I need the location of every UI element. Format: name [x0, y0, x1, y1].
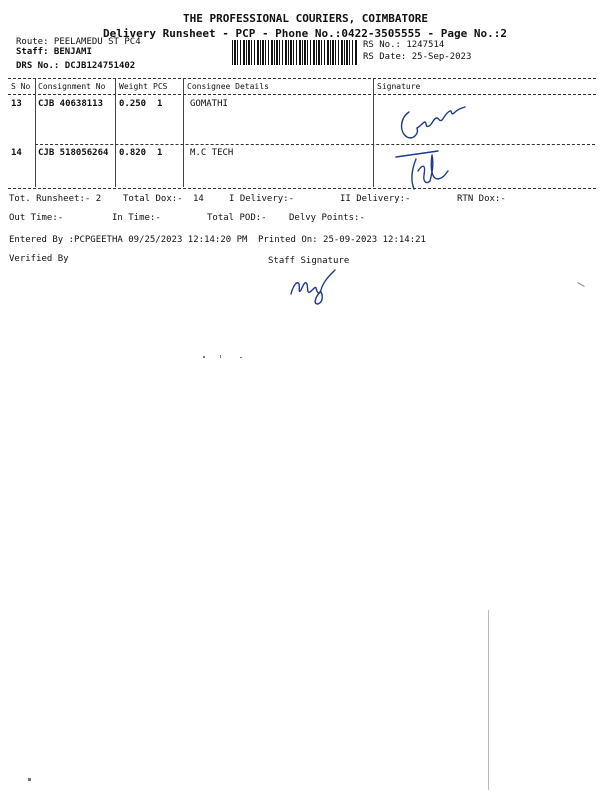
row-consignment: CJB 40638113	[38, 99, 104, 109]
row-weight: 0.250	[119, 99, 147, 109]
out-time: Out Time:-	[9, 213, 64, 223]
col-header-consignment: Consignment No	[38, 82, 106, 91]
col-header-weight: Weight	[119, 82, 148, 91]
company-name: THE PROFESSIONAL COURIERS, COIMBATORE	[183, 12, 429, 25]
printed-on: Printed On: 25-09-2023 12:14:21	[258, 235, 426, 245]
delvy-points: Delvy Points:-	[289, 213, 365, 223]
col-header-consignee: Consignee Details	[187, 82, 269, 91]
row-consignee: M.C TECH	[190, 148, 234, 158]
col-header-signature: Signature	[377, 82, 421, 91]
col-divider	[373, 79, 374, 187]
table-header-rule	[8, 94, 596, 95]
scan-speck	[28, 778, 31, 781]
drs-value: DCJB124751402	[64, 61, 136, 71]
row-consignee: GOMATHI	[190, 99, 228, 109]
row-pcs: 1	[157, 99, 163, 109]
barcode	[232, 40, 357, 65]
scan-speck	[220, 355, 221, 358]
row-separator	[35, 144, 595, 145]
ii-delivery: II Delivery:-	[340, 194, 411, 204]
staff-signature-label: Staff Signature	[268, 256, 350, 266]
row-weight: 0.820	[119, 148, 147, 158]
tot-runsheet: Tot. Runsheet:- 2	[9, 194, 102, 204]
total-dox-label: Total Dox:-	[123, 194, 183, 204]
col-divider	[35, 79, 36, 187]
recipient-signature	[390, 145, 480, 193]
total-dox-value: 14	[193, 194, 204, 204]
rs-number: RS No.: 1247514	[363, 40, 445, 50]
row-pcs: 1	[157, 148, 163, 158]
rs-date: RS Date: 25-Sep-2023	[363, 52, 472, 62]
scan-speck	[577, 282, 584, 287]
rtn-dox: RTN Dox:-	[457, 194, 506, 204]
total-pod: Total POD:-	[207, 213, 267, 223]
in-time: In Time:-	[112, 213, 161, 223]
row-sno: 13	[11, 99, 22, 109]
i-delivery: I Delivery:-	[229, 194, 295, 204]
scan-streak	[488, 610, 489, 790]
col-header-sno: S No	[11, 82, 31, 91]
recipient-signature	[395, 98, 470, 146]
col-divider	[115, 79, 116, 187]
drs-number	[16, 61, 135, 71]
table-bottom-rule	[8, 188, 596, 189]
scan-speck	[240, 357, 242, 358]
scan-speck	[203, 356, 205, 358]
col-header-pcs: PCS	[153, 82, 168, 91]
route: Route: PEELAMEDU ST PC4	[16, 37, 141, 47]
verified-by: Verified By	[9, 254, 69, 264]
staff: Staff: BENJAMI	[16, 47, 92, 57]
staff-signature	[285, 262, 345, 308]
table-top-rule	[8, 78, 596, 79]
runsheet-title: Delivery Runsheet - PCP - Phone No.:0422-3505555 - Page No.:2	[103, 27, 507, 40]
row-consignment: CJB 518056264	[38, 148, 109, 158]
entered-by: Entered By :PCPGEETHA 09/25/2023 12:14:20 PM	[9, 235, 248, 245]
col-divider	[183, 79, 184, 187]
row-sno: 14	[11, 148, 22, 158]
drs-label: DRS No.:	[16, 61, 60, 71]
